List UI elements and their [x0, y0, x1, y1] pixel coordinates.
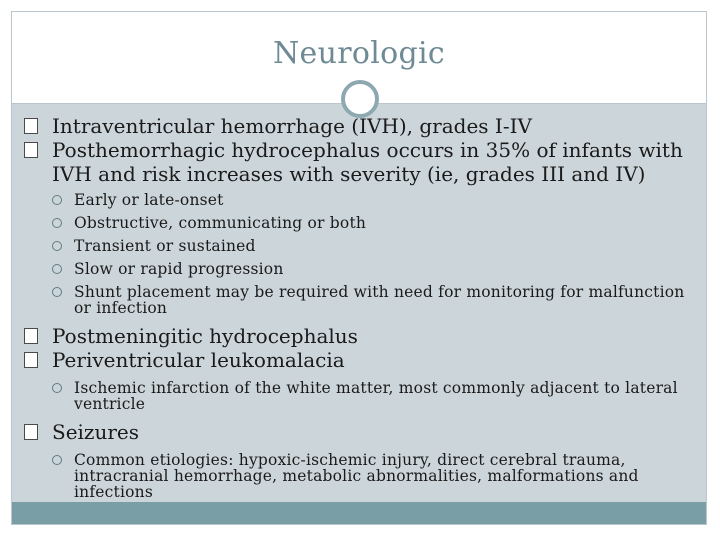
bullet-text: Intraventricular hemorrhage (IVH), grades I-IV — [52, 114, 532, 138]
sub-bullet-text: Early or late-onset — [74, 191, 224, 209]
sub-bullet-item — [24, 380, 694, 412]
bullet-list — [24, 114, 694, 507]
sub-bullet-text: Shunt placement may be required with need for monitoring for malfunction or infection — [74, 283, 685, 317]
bullet-text: Posthemorrhagic hydrocephalus occurs in 35% of infants with IVH and risk increases with severity (ie, grades III and IV) — [52, 138, 683, 186]
checkbox-bullet-icon — [24, 424, 38, 440]
checkbox-bullet-icon — [24, 118, 38, 134]
sub-bullet-text: Common etiologies: hypoxic-ischemic injury, direct cerebral trauma, intracranial hemorrhage, metabolic abnormalities, malformations and infections — [74, 451, 639, 501]
sub-bullet-item — [24, 238, 694, 254]
decorative-ring-icon — [341, 80, 379, 118]
checkbox-bullet-icon — [24, 328, 38, 344]
sub-bullet-item — [24, 261, 694, 277]
sub-bullet-item — [24, 215, 694, 231]
sub-bullet-text: Slow or rapid progression — [74, 260, 284, 278]
bullet-text: Periventricular leukomalacia — [52, 348, 345, 372]
bullet-item — [24, 114, 694, 138]
ring-bullet-icon — [52, 218, 62, 228]
bullet-text: Postmeningitic hydrocephalus — [52, 324, 358, 348]
bullet-item — [24, 348, 694, 372]
checkbox-bullet-icon — [24, 352, 38, 368]
slide-title: Neurologic — [273, 36, 445, 71]
sub-bullet-item — [24, 284, 694, 316]
sub-bullet-item — [24, 192, 694, 208]
ring-bullet-icon — [52, 264, 62, 274]
ring-bullet-icon — [52, 287, 62, 297]
bullet-text: Seizures — [52, 420, 140, 444]
sub-bullet-item — [24, 452, 694, 500]
checkbox-bullet-icon — [24, 142, 38, 158]
sub-bullet-text: Ischemic infarction of the white matter, most commonly adjacent to lateral ventricle — [74, 379, 678, 413]
ring-bullet-icon — [52, 241, 62, 251]
ring-bullet-icon — [52, 455, 62, 465]
bullet-item — [24, 324, 694, 348]
sub-bullet-text: Transient or sustained — [74, 237, 256, 255]
bullet-item — [24, 420, 694, 444]
ring-bullet-icon — [52, 383, 62, 393]
ring-bullet-icon — [52, 195, 62, 205]
bullet-item — [24, 138, 694, 186]
sub-bullet-text: Obstructive, communicating or both — [74, 214, 367, 232]
